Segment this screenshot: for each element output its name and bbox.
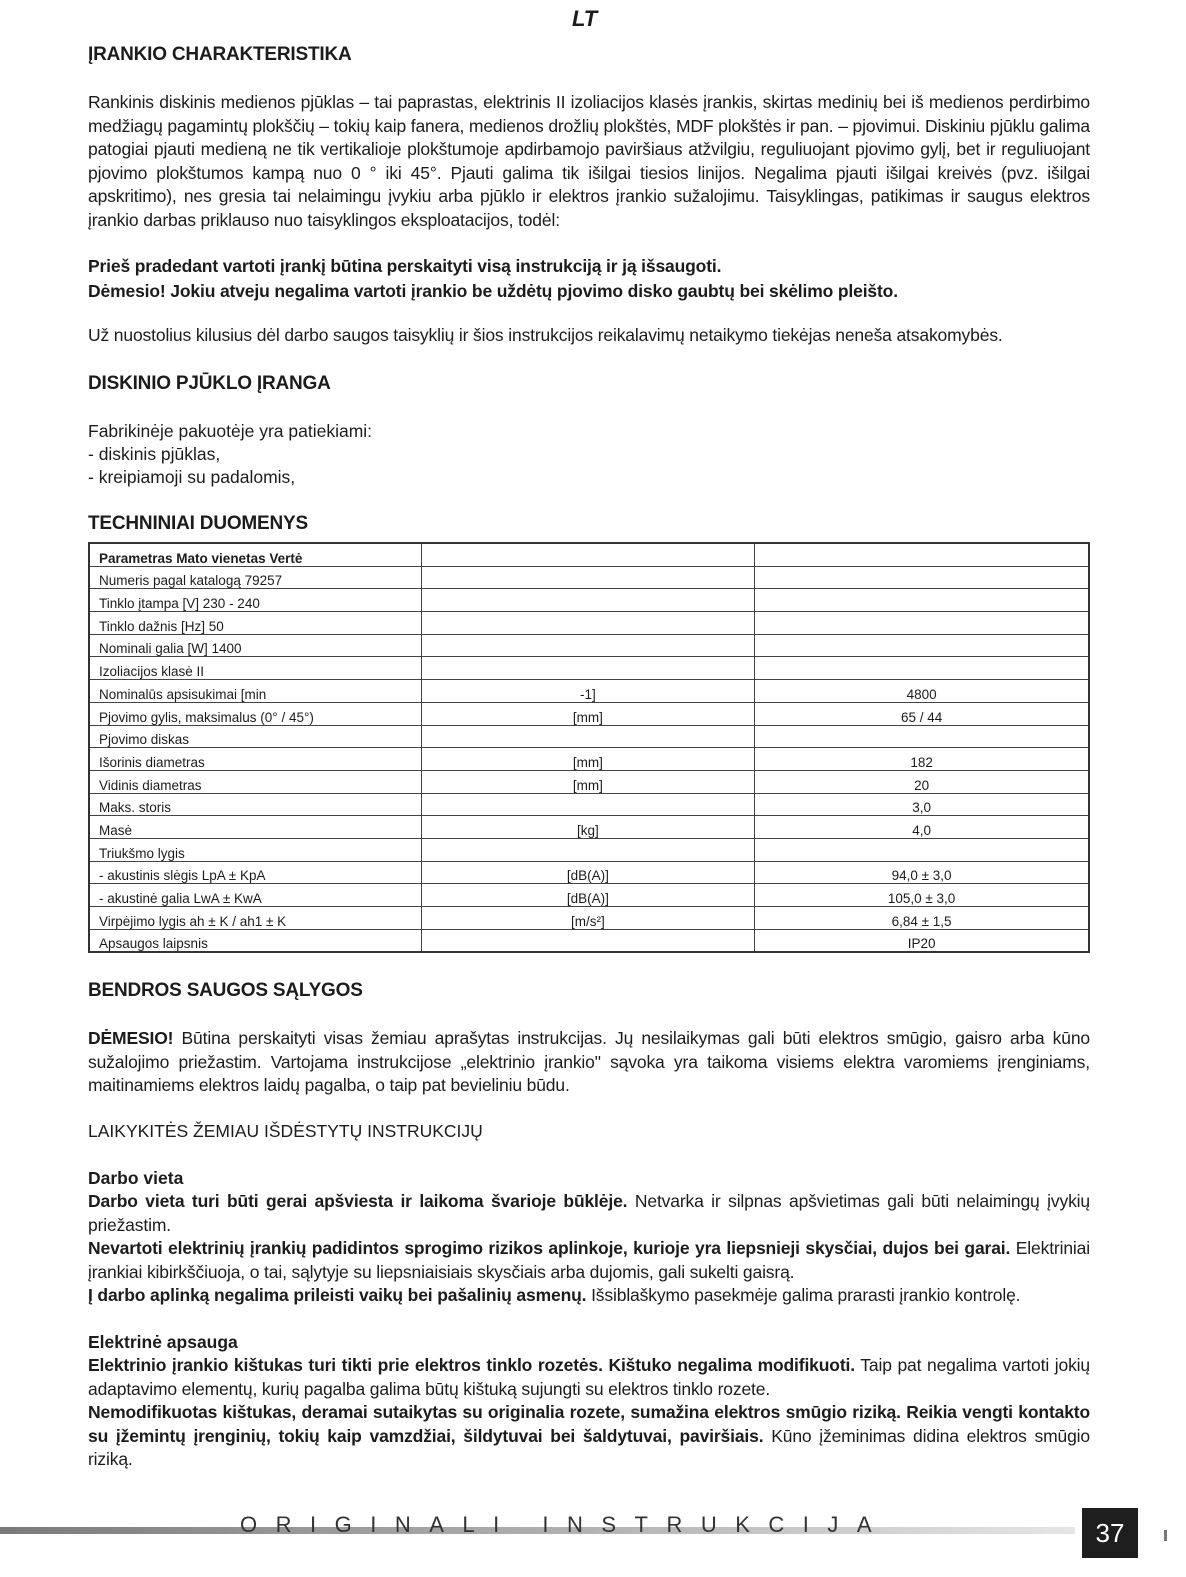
section-title-general-safety: BENDROS SAUGOS SĄLYGOS [88, 980, 363, 1001]
equipment-item: - kreipiamoji su padalomis, [88, 467, 296, 487]
unit-cell: [mm] [421, 770, 755, 793]
table-row [89, 748, 1089, 771]
value-cell: 182 [755, 748, 1089, 771]
unit-cell [421, 838, 755, 861]
unit-cell [421, 543, 755, 566]
electrical-note-1: Taip pat negalima vartoti jokių adaptavimo elementų, kurių pagalba galima būtų kištuką sujungti su elektros tinklo rozete. [88, 1355, 1090, 1399]
value-cell [755, 543, 1089, 566]
value-cell [755, 725, 1089, 748]
table-row [89, 634, 1089, 657]
work-area-rule-3: Į darbo aplinką negalima prileisti vaikų bei pašalinių asmenų. [88, 1285, 587, 1305]
parameter-cell: Tinklo įtampa [V] 230 - 240 [89, 589, 421, 612]
table-row [89, 566, 1089, 589]
electrical-paragraph-2 [88, 1401, 1090, 1472]
subsection-title-electrical-safety: Elektrinė apsauga [88, 1332, 238, 1352]
unit-cell: [mm] [421, 702, 755, 725]
unit-cell [421, 793, 755, 816]
unit-cell [421, 929, 755, 952]
work-area-note-3: Išsiblaškymo pasekmėje galima prarasti įrankio kontrolę. [586, 1285, 1021, 1305]
work-area-rule-1: Darbo vieta turi būti gerai apšviesta ir laikoma švarioje būklėje. [88, 1191, 628, 1211]
equipment-intro: Fabrikinėje pakuotėje yra patiekiami: [88, 421, 373, 441]
follow-instructions-heading: LAIKYKITĖS ŽEMIAU IŠDĖSTYTŲ INSTRUKCIJŲ [88, 1121, 483, 1141]
unit-cell [421, 657, 755, 680]
value-cell: 65 / 44 [755, 702, 1089, 725]
characteristics-paragraph: Rankinis diskinis medienos pjūklas – tai paprastas, elektrinis II izoliacijos klasės įrankis, skirtas medinių bei iš medienos perdirbimo medžiagų pagamintų plokščių – tokių kaip fanera, medienos drožlių plokštės, MDF plokštės ir pan. – pjovimui. Diskiniu pjūklu galima patogiai pjauti medieną ne tik vertikalioje plokštumoje apdirbamojo paviršiaus atžvilgiu, reguliuojant pjovimo gylį, bet ir reguliuojant pjovimo plokštumos kampą nuo 0 ° iki 45°. Pjauti galima tik išilgai tiesios linijos. Negalima pjauti išilgai kreivės (pvz. išilgai apskritimo), nes gresia tai nelaimingu įvykiu arba pjūklo ir elektros įrankio sužalojimu. Taisyklingas, patikimas ir saugus elektros įrankio darbas priklauso nuo taisyklingos eksploatacijos, todėl: [88, 92, 1090, 230]
unit-cell: [mm] [421, 748, 755, 771]
parameter-cell: Nominalūs apsisukimai [min [89, 680, 421, 703]
value-cell: 94,0 ± 3,0 [755, 861, 1089, 884]
unit-cell: [kg] [421, 816, 755, 839]
electrical-note-2: Kūno įžeminimas didina elektros smūgio riziką. [88, 1425, 1090, 1469]
electrical-rule-1: Elektrinio įrankio kištukas turi tikti prie elektros tinklo rozetės. Kištuko negalima modifikuoti. [88, 1355, 855, 1375]
unit-cell: [m/s²] [421, 907, 755, 930]
table-row [89, 770, 1089, 793]
value-cell [755, 657, 1089, 680]
work-area-paragraph-2 [88, 1237, 1090, 1284]
parameter-cell: Maks. storis [89, 793, 421, 816]
liability-paragraph: Už nuostolius kilusius dėl darbo saugos taisyklių ir šios instrukcijos reikalavimų netaikymo tiekėjas neneša atsakomybės. [88, 325, 1003, 345]
table-row [89, 680, 1089, 703]
parameter-cell: Parametras Mato vienetas Vertė [89, 543, 421, 566]
unit-cell [421, 725, 755, 748]
table-row [89, 612, 1089, 635]
table-row [89, 816, 1089, 839]
section-title-characteristics: ĮRANKIO CHARAKTERISTIKA [88, 44, 352, 65]
value-cell: IP20 [755, 929, 1089, 952]
read-instructions-notice: Prieš pradedant vartoti įrankį būtina perskaityti visą instrukciją ir ją išsaugoti. [88, 256, 722, 276]
footer-label: ORIGINALI INSTRUKCIJA [240, 1512, 891, 1537]
table-row [89, 793, 1089, 816]
table-row [89, 838, 1089, 861]
value-cell: 20 [755, 770, 1089, 793]
table-row [89, 861, 1089, 884]
value-cell [755, 612, 1089, 635]
value-cell [755, 838, 1089, 861]
table-header-row [89, 543, 1089, 566]
value-cell [755, 634, 1089, 657]
table-row [89, 907, 1089, 930]
subsection-title-work-area: Darbo vieta [88, 1168, 184, 1188]
table-row [89, 657, 1089, 680]
table-row [89, 884, 1089, 907]
parameter-cell: Apsaugos laipsnis [89, 929, 421, 952]
parameter-cell: Izoliacijos klasė II [89, 657, 421, 680]
parameter-cell: Tinklo dažnis [Hz] 50 [89, 612, 421, 635]
table-row [89, 589, 1089, 612]
parameter-cell: - akustinis slėgis LpA ± KpA [89, 861, 421, 884]
unit-cell [421, 566, 755, 589]
electrical-paragraph-1 [88, 1354, 1090, 1401]
unit-cell: -1] [421, 680, 755, 703]
warning-lead: DĖMESIO! [88, 1028, 174, 1048]
unit-cell [421, 589, 755, 612]
value-cell [755, 589, 1089, 612]
parameter-cell: Masė [89, 816, 421, 839]
work-area-note-1: Netvarka ir silpnas apšvietimas gali būti nelaimingų įvykių priežastim. [88, 1191, 1090, 1235]
warning-body: Būtina perskaityti visas žemiau aprašytas instrukcijas. Jų nesilaikymas gali būti elektros smūgio, gaisro arba kūno sužalojimo priežastim. Vartojama instrukcijose „elektrinio įrankio" sąvoka yra taikoma visiems elektra varomiems įrenginiams, maitinamiems elektros laidų pagalba, o taip pat bevieliniu būdu. [88, 1028, 1090, 1095]
work-area-paragraph-3 [88, 1284, 1090, 1308]
table-row [89, 929, 1089, 952]
table-row [89, 725, 1089, 748]
equipment-item: - diskinis pjūklas, [88, 444, 221, 464]
guard-warning: Dėmesio! Jokiu atveju negalima vartoti įrankio be uždėtų pjovimo disko gaubtų bei skėlimo pleišto. [88, 281, 898, 301]
value-cell: 4800 [755, 680, 1089, 703]
parameter-cell: Virpėjimo lygis ah ± K / ah1 ± K [89, 907, 421, 930]
parameter-cell: Triukšmo lygis [89, 838, 421, 861]
parameter-cell: Išorinis diametras [89, 748, 421, 771]
language-code: LT [572, 6, 598, 31]
parameter-cell: Vidinis diametras [89, 770, 421, 793]
parameter-cell: - akustinė galia LwA ± KwA [89, 884, 421, 907]
value-cell: 4,0 [755, 816, 1089, 839]
unit-cell: [dB(A)] [421, 861, 755, 884]
electrical-rule-2: Nemodifikuotas kištukas, deramai sutaikytas su originalia rozete, sumažina elektros smūgio riziką. Reikia vengti kontakto su įžemintų įrenginių, tokių kaip vamzdžiai, šildytuvai bei šaldytuvai, paviršiais. [88, 1402, 1090, 1446]
parameter-cell: Pjovimo diskas [89, 725, 421, 748]
parameter-cell: Numeris pagal katalogą 79257 [89, 566, 421, 589]
work-area-rule-2: Nevartoti elektrinių įrankių padidintos sprogimo rizikos aplinkoje, kurioje yra liepsnieji skysčiai, dujos bei garai. [88, 1238, 1011, 1258]
unit-cell [421, 612, 755, 635]
section-title-technical-data: TECHNINIAI DUOMENYS [88, 513, 308, 534]
footer-tick [1164, 1530, 1167, 1541]
value-cell: 6,84 ± 1,5 [755, 907, 1089, 930]
page-number: 37 [1082, 1508, 1138, 1558]
work-area-note-2: Elektriniai įrankiai kibirkščiuoja, o tai, sąlytyje su liepsniaisiais skysčiais arba dujomis, gali sukelti gaisrą. [88, 1238, 1090, 1282]
parameter-cell: Pjovimo gylis, maksimalus (0° / 45°) [89, 702, 421, 725]
value-cell [755, 566, 1089, 589]
value-cell: 105,0 ± 3,0 [755, 884, 1089, 907]
technical-data-table [88, 542, 1090, 953]
parameter-cell: Nominali galia [W] 1400 [89, 634, 421, 657]
unit-cell [421, 634, 755, 657]
table-row [89, 702, 1089, 725]
safety-warning-paragraph [88, 1027, 1090, 1098]
section-title-equipment: DISKINIO PJŪKLO ĮRANGA [88, 373, 331, 394]
value-cell: 3,0 [755, 793, 1089, 816]
work-area-paragraph-1 [88, 1190, 1090, 1237]
unit-cell: [dB(A)] [421, 884, 755, 907]
